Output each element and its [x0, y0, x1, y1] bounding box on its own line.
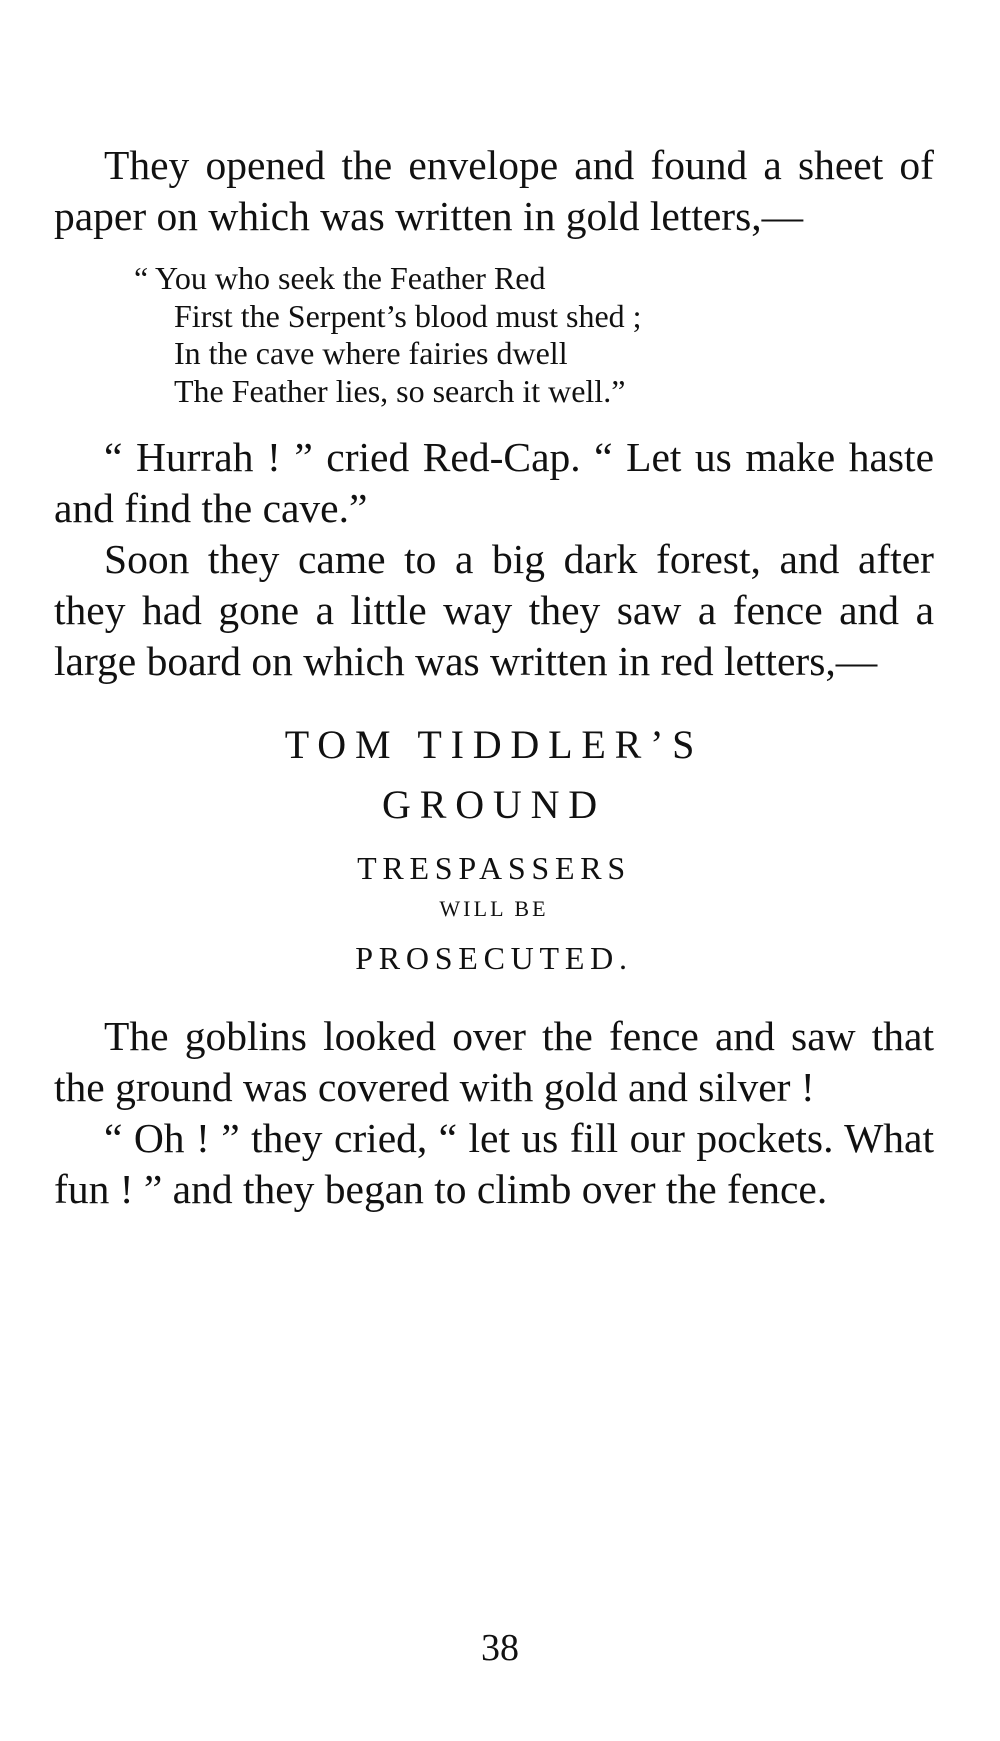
verse-line-2: First the Serpent’s blood must shed ;: [174, 297, 642, 334]
sign-line-4: WILL BE: [439, 896, 549, 921]
paragraph-forest: Soon they came to a big dark forest, and after they had gone a little way they saw a fence and a large board on which was written in red letters,—: [54, 536, 934, 684]
verse-line-4: The Feather lies, so search it well.”: [174, 372, 626, 409]
page-number: 38: [481, 1627, 519, 1669]
paragraph-envelope: They opened the envelope and found a sheet of paper on which was written in gold letters,—: [54, 142, 934, 239]
sign-line-2: GROUND: [382, 782, 606, 827]
verse-line-1: “ You who seek the Feather Red: [134, 260, 546, 296]
page-text: [54, 140, 934, 1215]
sign-board-text: [54, 715, 934, 983]
sign-line-1: TOM TIDDLER’S: [284, 722, 704, 767]
verse-block: [134, 260, 934, 410]
sign-line-5: PROSECUTED.: [355, 940, 633, 976]
verse-line-3: In the cave where fairies dwell: [174, 335, 568, 371]
paragraph-hurrah: “ Hurrah ! ” cried Red-Cap. “ Let us make haste and find the cave.”: [54, 434, 934, 531]
sign-line-3: TRESPASSERS: [357, 850, 631, 886]
paragraph-goblins: The goblins looked over the fence and saw that the ground was covered with gold and silver !: [54, 1013, 934, 1110]
paragraph-pockets: “ Oh ! ” they cried, “ let us fill our pockets. What fun ! ” and they began to climb over the fence.: [54, 1115, 934, 1212]
